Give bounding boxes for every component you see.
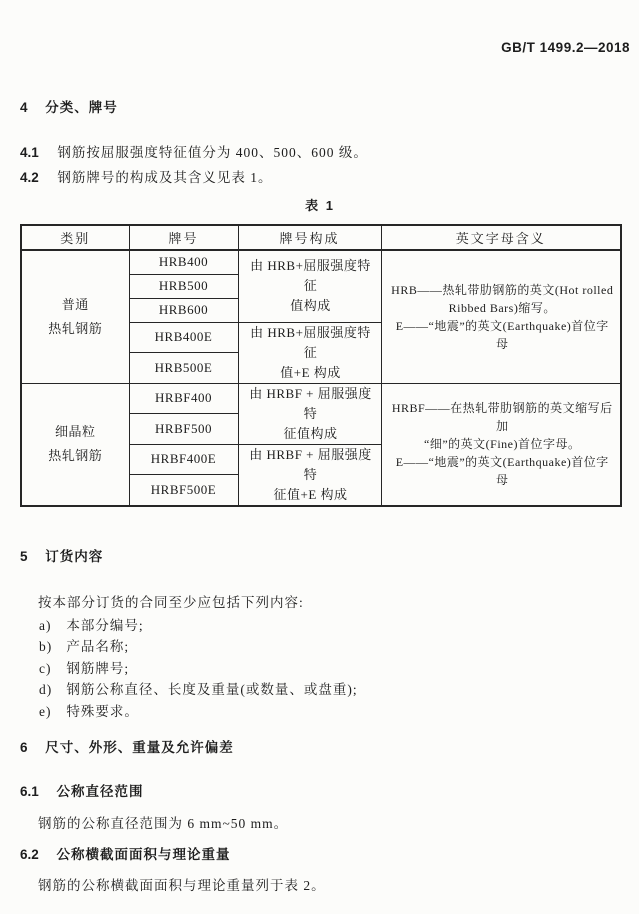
col-header-composition: 牌号构成 bbox=[238, 225, 381, 250]
list-item-text: 钢筋牌号; bbox=[66, 660, 130, 676]
page-content bbox=[0, 100, 639, 895]
brand-cell: HRB500E bbox=[129, 353, 238, 384]
list-item-label: d) bbox=[39, 682, 53, 697]
list-item-text: 钢筋公称直径、长度及重量(或数量、或盘重); bbox=[66, 682, 358, 697]
list-item bbox=[20, 636, 620, 658]
meaning-cell-hrb: HRB——热轧带肋钢筋的英文(Hot rolled Ribbed Bars)缩写。 E——“地震”的英文(Earthquake)首位字母 bbox=[381, 250, 621, 383]
composition-cell: 由 HRBF + 屈服强度特 征值构成 bbox=[238, 383, 381, 444]
section-5-title: 订货内容 bbox=[45, 548, 104, 564]
section-6-1-heading bbox=[20, 784, 620, 800]
section-6-2-title: 公称横截面面积与理论重量 bbox=[56, 847, 231, 862]
composition-cell: 由 HRB+屈服强度特征 值构成 bbox=[238, 250, 381, 322]
list-item bbox=[20, 679, 620, 701]
section-4-heading bbox=[20, 100, 620, 116]
list-item-label: a) bbox=[39, 617, 52, 633]
table-1-title: 表 1 bbox=[305, 198, 335, 213]
brand-cell: HRBF500E bbox=[129, 475, 238, 506]
section-6-1-number: 6.1 bbox=[20, 784, 39, 799]
doc-number: GB/T 1499.2—2018 bbox=[501, 40, 630, 55]
brand-cell: HRB500 bbox=[129, 274, 238, 298]
table-row bbox=[21, 250, 621, 274]
composition-cell: 由 HRB+屈服强度特征 值+E 构成 bbox=[238, 322, 381, 383]
section-5-heading bbox=[20, 549, 620, 565]
clause-4-1-number: 4.1 bbox=[20, 145, 39, 160]
list-item-text: 产品名称; bbox=[66, 639, 130, 654]
section-6-number: 6 bbox=[20, 740, 28, 755]
category-cell-fine-grain: 细晶粒 热轧钢筋 bbox=[21, 383, 129, 506]
list-item-label: e) bbox=[39, 703, 52, 719]
col-header-brand: 牌号 bbox=[129, 225, 238, 250]
col-header-letter-meaning: 英文字母含义 bbox=[381, 225, 621, 250]
section-6-2-paragraph: 钢筋的公称横截面面积与理论重量列于表 2。 bbox=[38, 878, 326, 893]
brand-cell: HRBF500 bbox=[129, 414, 238, 445]
list-item bbox=[20, 658, 620, 680]
meaning-cell-hrbf: HRBF——在热轧带肋钢筋的英文缩写后加 “细”的英文(Fine)首位字母。 E——“地震”的英文(Earthquake)首位字母 bbox=[381, 383, 621, 506]
section-6-heading bbox=[20, 740, 620, 756]
table-header-row bbox=[21, 225, 621, 250]
clause-4-1-text: 钢筋按屈服强度特征值分为 400、500、600 级。 bbox=[57, 145, 368, 160]
col-header-category: 类别 bbox=[21, 225, 129, 250]
section-4-number: 4 bbox=[20, 100, 28, 115]
section-4-title: 分类、牌号 bbox=[45, 100, 118, 115]
list-item bbox=[20, 615, 620, 637]
section-6-1-paragraph: 钢筋的公称直径范围为 6 mm~50 mm。 bbox=[38, 816, 289, 831]
list-item-text: 本部分编号; bbox=[66, 617, 144, 633]
clause-4-2 bbox=[20, 168, 620, 187]
brand-cell: HRB400E bbox=[129, 322, 238, 353]
composition-cell: 由 HRBF + 屈服强度特 征值+E 构成 bbox=[238, 444, 381, 506]
clause-4-1 bbox=[20, 143, 620, 162]
brand-cell: HRBF400E bbox=[129, 444, 238, 475]
table-row bbox=[21, 383, 621, 414]
clause-4-2-number: 4.2 bbox=[20, 170, 39, 185]
table-1 bbox=[20, 224, 622, 507]
brand-cell: HRB400 bbox=[129, 250, 238, 274]
section-6-2-heading bbox=[20, 847, 620, 863]
list-item bbox=[20, 701, 620, 723]
category-cell-ordinary: 普通 热轧钢筋 bbox=[21, 250, 129, 383]
brand-cell: HRBF400 bbox=[129, 383, 238, 414]
section-6-title: 尺寸、外形、重量及允许偏差 bbox=[45, 740, 234, 755]
list-item-label: c) bbox=[39, 660, 52, 676]
section-5-intro: 按本部分订货的合同至少应包括下列内容: bbox=[38, 594, 304, 610]
clause-4-2-text: 钢筋牌号的构成及其含义见表 1。 bbox=[57, 170, 273, 185]
list-item-text: 特殊要求。 bbox=[66, 703, 139, 719]
section-5-number: 5 bbox=[20, 548, 28, 564]
list-item-label: b) bbox=[39, 639, 53, 654]
ordering-content-list bbox=[20, 615, 620, 723]
section-6-1-title: 公称直径范围 bbox=[56, 784, 144, 799]
section-6-2-number: 6.2 bbox=[20, 847, 39, 862]
brand-cell: HRB600 bbox=[129, 298, 238, 322]
